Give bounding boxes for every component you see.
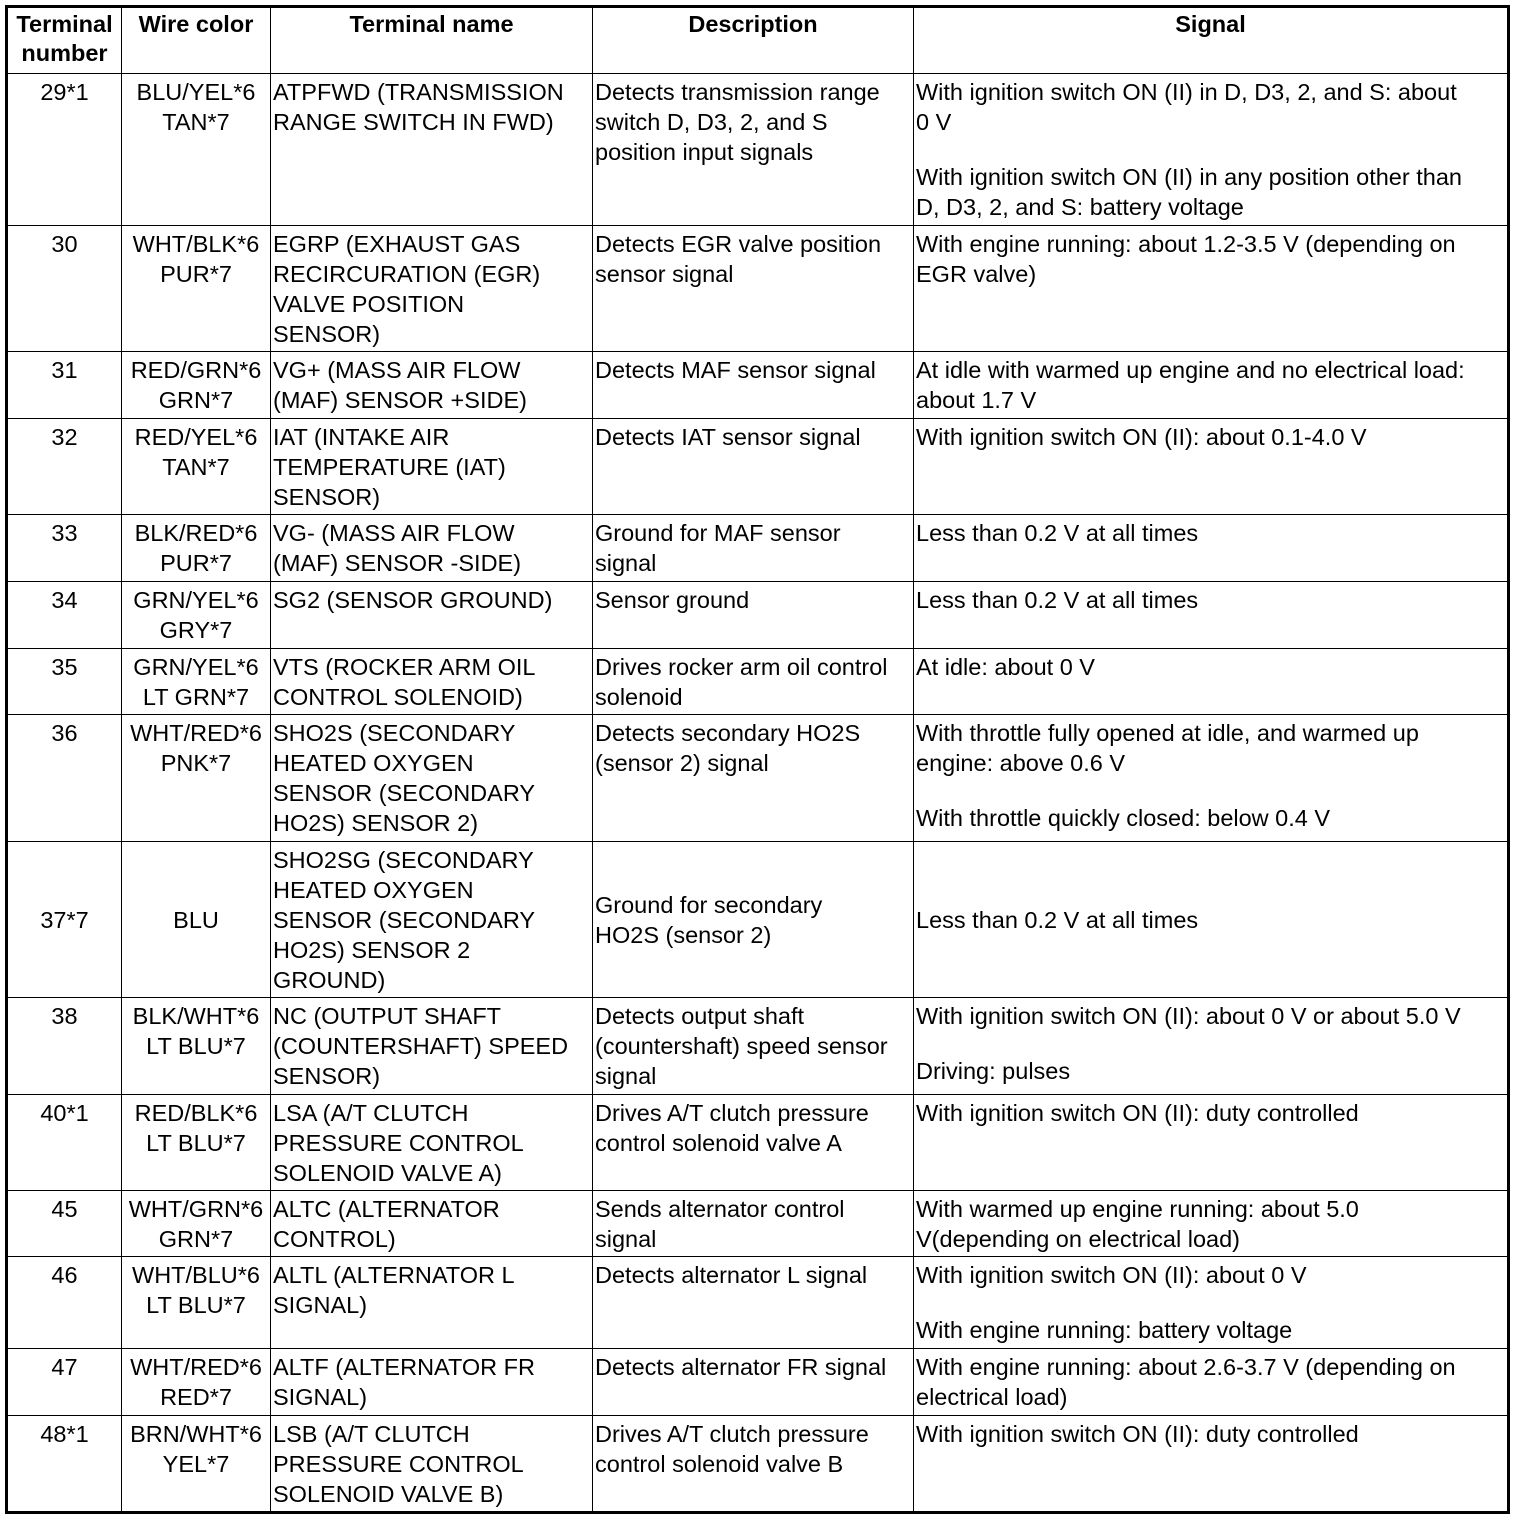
cell-description <box>593 582 914 649</box>
cell-description <box>593 842 914 998</box>
cell-signal <box>914 1191 1509 1257</box>
signal-line: Less than 0.2 V at all times <box>916 587 1199 613</box>
cell-terminal-number: 32 <box>7 419 122 515</box>
description-line: Detects output shaft <box>595 1003 805 1029</box>
signal-condition <box>916 718 1505 778</box>
cell-terminal-name <box>271 842 593 998</box>
signal-line: With ignition switch ON (II) in D, D3, 2, and S: about <box>916 79 1457 105</box>
wire-color-line: RED/YEL*6 <box>134 424 258 450</box>
signal-line: 0 V <box>916 109 952 135</box>
description-line: HO2S (sensor 2) <box>595 922 772 948</box>
terminal-name-line: GROUND) <box>273 967 386 993</box>
terminal-name-line: VG- (MASS AIR FLOW <box>273 520 515 546</box>
signal-line: At idle: about 0 V <box>916 654 1095 680</box>
cell-wire-color <box>122 1349 271 1416</box>
cell-terminal-name <box>271 1095 593 1191</box>
signal-line: With throttle fully opened at idle, and warmed up <box>916 720 1419 746</box>
header-wire-color: Wire color <box>122 7 271 74</box>
description-line: Detects secondary HO2S <box>595 720 861 746</box>
description-line: switch D, D3, 2, and S <box>595 109 828 135</box>
signal-condition <box>916 1056 1505 1086</box>
cell-terminal-name <box>271 74 593 226</box>
terminal-name-line: LSB (A/T CLUTCH <box>273 1421 470 1447</box>
terminal-name-line: SIGNAL) <box>273 1384 368 1410</box>
terminal-name-line: HEATED OXYGEN <box>273 750 474 776</box>
cell-terminal-number: 36 <box>7 715 122 842</box>
cell-terminal-name <box>271 226 593 352</box>
signal-condition <box>916 803 1505 833</box>
cell-signal <box>914 515 1509 582</box>
header-description: Description <box>593 7 914 74</box>
signal-line: With ignition switch ON (II): about 0 V <box>916 1262 1307 1288</box>
table-row <box>7 715 1509 842</box>
terminal-name-line: VTS (ROCKER ARM OIL <box>273 654 536 680</box>
cell-signal <box>914 1095 1509 1191</box>
table-row <box>7 1416 1509 1513</box>
description-line: Detects alternator L signal <box>595 1262 868 1288</box>
terminal-name-line: SENSOR) <box>273 484 381 510</box>
cell-signal <box>914 842 1509 998</box>
terminal-name-line: RECIRCURATION (EGR) <box>273 261 541 287</box>
header-terminal-name: Terminal name <box>271 7 593 74</box>
wire-color-line: RED/GRN*6 <box>130 357 262 383</box>
cell-terminal-number: 33 <box>7 515 122 582</box>
cell-description <box>593 419 914 515</box>
header-terminal-number-line2: number <box>21 40 108 66</box>
signal-line: With ignition switch ON (II): duty controlled <box>916 1421 1359 1447</box>
cell-wire-color <box>122 582 271 649</box>
signal-condition <box>916 1001 1505 1031</box>
wire-color-line: GRN*7 <box>158 1226 234 1252</box>
terminal-name-line: EGRP (EXHAUST GAS <box>273 231 521 257</box>
cell-terminal-name <box>271 1349 593 1416</box>
cell-terminal-number: 47 <box>7 1349 122 1416</box>
terminal-name-line: HEATED OXYGEN <box>273 877 474 903</box>
cell-terminal-number: 46 <box>7 1257 122 1349</box>
terminal-name-line: CONTROL SOLENOID) <box>273 684 523 710</box>
description-line: Drives rocker arm oil control <box>595 654 888 680</box>
terminal-name-line: TEMPERATURE (IAT) <box>273 454 506 480</box>
description-line: Detects IAT sensor signal <box>595 424 861 450</box>
description-line: Detects EGR valve position <box>595 231 882 257</box>
cell-terminal-number: 37*7 <box>7 842 122 998</box>
cell-signal <box>914 352 1509 419</box>
cell-wire-color <box>122 1416 271 1513</box>
wire-color-line: PUR*7 <box>160 261 232 287</box>
cell-description <box>593 352 914 419</box>
signal-line: With throttle quickly closed: below 0.4 V <box>916 805 1331 831</box>
wire-color-line: LT BLU*7 <box>146 1292 246 1318</box>
wire-color-line: TAN*7 <box>162 454 230 480</box>
signal-condition <box>916 652 1505 682</box>
signal-condition <box>916 422 1505 452</box>
cell-description <box>593 715 914 842</box>
cell-description <box>593 1416 914 1513</box>
table-row <box>7 1257 1509 1349</box>
terminal-name-line: SENSOR) <box>273 321 381 347</box>
signal-line: With engine running: battery voltage <box>916 1317 1293 1343</box>
wire-color-line: PNK*7 <box>160 750 232 776</box>
cell-description <box>593 74 914 226</box>
header-terminal-number-line1: Terminal <box>16 11 113 37</box>
cell-signal <box>914 1257 1509 1349</box>
terminal-name-line: SHO2SG (SECONDARY <box>273 847 534 873</box>
description-line: position input signals <box>595 139 814 165</box>
terminal-name-line: (MAF) SENSOR -SIDE) <box>273 550 522 576</box>
description-line: (sensor 2) signal <box>595 750 769 776</box>
cell-wire-color <box>122 649 271 715</box>
cell-signal <box>914 715 1509 842</box>
description-line: signal <box>595 1226 657 1252</box>
terminal-table <box>5 5 1510 1514</box>
signal-line: about 1.7 V <box>916 387 1037 413</box>
wire-color-line: RED*7 <box>160 1384 232 1410</box>
terminal-name-line: (MAF) SENSOR +SIDE) <box>273 387 527 413</box>
table-row <box>7 419 1509 515</box>
cell-terminal-name <box>271 715 593 842</box>
table-row <box>7 842 1509 998</box>
signal-condition <box>916 1098 1505 1128</box>
terminal-name-line: HO2S) SENSOR 2 <box>273 937 471 963</box>
signal-condition <box>916 1419 1505 1449</box>
signal-line: D, D3, 2, and S: battery voltage <box>916 194 1244 220</box>
signal-line: Less than 0.2 V at all times <box>916 520 1199 546</box>
cell-terminal-name <box>271 1191 593 1257</box>
terminal-name-line: SENSOR (SECONDARY <box>273 780 536 806</box>
cell-terminal-number: 30 <box>7 226 122 352</box>
signal-condition <box>916 1260 1505 1290</box>
wire-color-line: PUR*7 <box>160 550 232 576</box>
signal-line: With warmed up engine running: about 5.0 <box>916 1196 1359 1222</box>
cell-terminal-name <box>271 515 593 582</box>
wire-color-line: WHT/RED*6 <box>130 1354 262 1380</box>
terminal-name-line: PRESSURE CONTROL <box>273 1130 524 1156</box>
cell-terminal-number: 45 <box>7 1191 122 1257</box>
cell-signal <box>914 419 1509 515</box>
cell-wire-color <box>122 842 271 998</box>
cell-terminal-name <box>271 582 593 649</box>
wire-color-line: GRN/YEL*6 <box>133 587 259 613</box>
cell-description <box>593 1257 914 1349</box>
terminal-name-line: ATPFWD (TRANSMISSION <box>273 79 564 105</box>
description-line: Drives A/T clutch pressure <box>595 1100 869 1126</box>
terminal-name-line: (COUNTERSHAFT) SPEED <box>273 1033 569 1059</box>
description-line: Detects MAF sensor signal <box>595 357 876 383</box>
signal-line: With engine running: about 2.6-3.7 V (depending on <box>916 1354 1456 1380</box>
cell-terminal-number: 48*1 <box>7 1416 122 1513</box>
signal-condition <box>916 518 1505 548</box>
wire-color-line: BRN/WHT*6 <box>130 1421 262 1447</box>
description-line: control solenoid valve B <box>595 1451 844 1477</box>
description-line: Sends alternator control <box>595 1196 845 1222</box>
description-line: signal <box>595 1063 657 1089</box>
cell-description <box>593 998 914 1095</box>
cell-terminal-name <box>271 1416 593 1513</box>
description-line: Detects alternator FR signal <box>595 1354 887 1380</box>
table-body <box>7 74 1509 1513</box>
cell-signal <box>914 1416 1509 1513</box>
terminal-name-line: SOLENOID VALVE B) <box>273 1481 504 1507</box>
wire-color-line: GRN/YEL*6 <box>133 654 259 680</box>
header-signal: Signal <box>914 7 1509 74</box>
signal-line: Less than 0.2 V at all times <box>916 907 1199 933</box>
signal-condition <box>916 1194 1505 1254</box>
wire-color-line: WHT/GRN*6 <box>128 1196 264 1222</box>
cell-description <box>593 1349 914 1416</box>
description-line: Ground for MAF sensor <box>595 520 841 546</box>
terminal-table-sheet <box>5 5 1507 1514</box>
signal-condition <box>916 355 1505 415</box>
table-row <box>7 582 1509 649</box>
cell-wire-color <box>122 1191 271 1257</box>
wire-color-line: RED/BLK*6 <box>134 1100 258 1126</box>
cell-wire-color <box>122 1257 271 1349</box>
wire-color-line: LT BLU*7 <box>146 1033 246 1059</box>
table-row <box>7 1191 1509 1257</box>
description-line: signal <box>595 550 657 576</box>
table-row <box>7 998 1509 1095</box>
terminal-name-line: VALVE POSITION <box>273 291 465 317</box>
signal-line: With engine running: about 1.2-3.5 V (depending on <box>916 231 1456 257</box>
header-terminal-number <box>7 7 122 74</box>
wire-color-line: GRN*7 <box>158 387 234 413</box>
terminal-name-line: CONTROL) <box>273 1226 396 1252</box>
description-line: Sensor ground <box>595 587 750 613</box>
signal-condition <box>916 229 1505 289</box>
cell-wire-color <box>122 352 271 419</box>
terminal-name-line: SG2 (SENSOR GROUND) <box>273 587 553 613</box>
table-row <box>7 1095 1509 1191</box>
wire-color-line: BLK/RED*6 <box>134 520 258 546</box>
wire-color-line: WHT/RED*6 <box>130 720 262 746</box>
cell-terminal-number: 35 <box>7 649 122 715</box>
wire-color-line: GRY*7 <box>159 617 233 643</box>
terminal-name-line: ALTC (ALTERNATOR <box>273 1196 500 1222</box>
header-row <box>7 7 1509 74</box>
signal-condition <box>916 162 1505 222</box>
terminal-name-line: NC (OUTPUT SHAFT <box>273 1003 502 1029</box>
terminal-name-line: SHO2S (SECONDARY <box>273 720 516 746</box>
cell-terminal-name <box>271 1257 593 1349</box>
signal-line: engine: above 0.6 V <box>916 750 1126 776</box>
signal-condition <box>916 1352 1505 1412</box>
terminal-name-line: SIGNAL) <box>273 1292 368 1318</box>
description-line: Ground for secondary <box>595 892 823 918</box>
signal-condition <box>916 1315 1505 1345</box>
terminal-name-line: SENSOR (SECONDARY <box>273 907 536 933</box>
cell-wire-color <box>122 715 271 842</box>
wire-color-line: LT BLU*7 <box>146 1130 246 1156</box>
cell-signal <box>914 649 1509 715</box>
cell-terminal-number: 29*1 <box>7 74 122 226</box>
table-row <box>7 515 1509 582</box>
table-row <box>7 226 1509 352</box>
cell-terminal-number: 38 <box>7 998 122 1095</box>
signal-line: V(depending on electrical load) <box>916 1226 1240 1252</box>
terminal-name-line: IAT (INTAKE AIR <box>273 424 450 450</box>
wire-color-line: BLU <box>173 907 219 933</box>
cell-description <box>593 515 914 582</box>
wire-color-line: YEL*7 <box>162 1451 230 1477</box>
wire-color-line: LT GRN*7 <box>142 684 250 710</box>
signal-line: With ignition switch ON (II): duty controlled <box>916 1100 1359 1126</box>
description-line: Drives A/T clutch pressure <box>595 1421 869 1447</box>
description-line: Detects transmission range <box>595 79 880 105</box>
cell-description <box>593 226 914 352</box>
description-line: solenoid <box>595 684 683 710</box>
wire-color-line: WHT/BLU*6 <box>132 1262 260 1288</box>
cell-terminal-number: 40*1 <box>7 1095 122 1191</box>
signal-line: With ignition switch ON (II): about 0.1-4.0 V <box>916 424 1367 450</box>
terminal-name-line: SENSOR) <box>273 1063 381 1089</box>
signal-line: With ignition switch ON (II) in any position other than <box>916 164 1462 190</box>
signal-line: EGR valve) <box>916 261 1037 287</box>
signal-line: With ignition switch ON (II): about 0 V or about 5.0 V <box>916 1003 1461 1029</box>
table-row <box>7 352 1509 419</box>
cell-terminal-number: 31 <box>7 352 122 419</box>
terminal-name-line: PRESSURE CONTROL <box>273 1451 524 1477</box>
terminal-name-line: ALTF (ALTERNATOR FR <box>273 1354 535 1380</box>
cell-wire-color <box>122 226 271 352</box>
wire-color-line: BLU/YEL*6 <box>136 79 256 105</box>
terminal-name-line: SOLENOID VALVE A) <box>273 1160 502 1186</box>
cell-wire-color <box>122 1095 271 1191</box>
wire-color-line: TAN*7 <box>162 109 230 135</box>
cell-description <box>593 1191 914 1257</box>
cell-signal <box>914 998 1509 1095</box>
wire-color-line: WHT/BLK*6 <box>132 231 260 257</box>
table-row <box>7 1349 1509 1416</box>
cell-description <box>593 649 914 715</box>
table-row <box>7 649 1509 715</box>
cell-wire-color <box>122 419 271 515</box>
cell-signal <box>914 1349 1509 1416</box>
terminal-name-line: VG+ (MASS AIR FLOW <box>273 357 521 383</box>
signal-line: Driving: pulses <box>916 1058 1071 1084</box>
cell-wire-color <box>122 515 271 582</box>
cell-wire-color <box>122 74 271 226</box>
table-row <box>7 74 1509 226</box>
description-line: control solenoid valve A <box>595 1130 842 1156</box>
cell-terminal-name <box>271 352 593 419</box>
signal-line: electrical load) <box>916 1384 1068 1410</box>
cell-terminal-name <box>271 419 593 515</box>
signal-condition <box>916 77 1505 137</box>
wire-color-line: BLK/WHT*6 <box>132 1003 260 1029</box>
description-line: sensor signal <box>595 261 734 287</box>
cell-wire-color <box>122 998 271 1095</box>
cell-terminal-name <box>271 998 593 1095</box>
cell-terminal-name <box>271 649 593 715</box>
cell-signal <box>914 582 1509 649</box>
signal-condition <box>916 585 1505 615</box>
terminal-name-line: HO2S) SENSOR 2) <box>273 810 479 836</box>
terminal-name-line: LSA (A/T CLUTCH <box>273 1100 469 1126</box>
terminal-name-line: RANGE SWITCH IN FWD) <box>273 109 554 135</box>
terminal-name-line: ALTL (ALTERNATOR L <box>273 1262 515 1288</box>
signal-condition <box>916 905 1505 935</box>
cell-terminal-number: 34 <box>7 582 122 649</box>
cell-signal <box>914 226 1509 352</box>
cell-description <box>593 1095 914 1191</box>
description-line: (countershaft) speed sensor <box>595 1033 888 1059</box>
cell-signal <box>914 74 1509 226</box>
signal-line: At idle with warmed up engine and no electrical load: <box>916 357 1465 383</box>
